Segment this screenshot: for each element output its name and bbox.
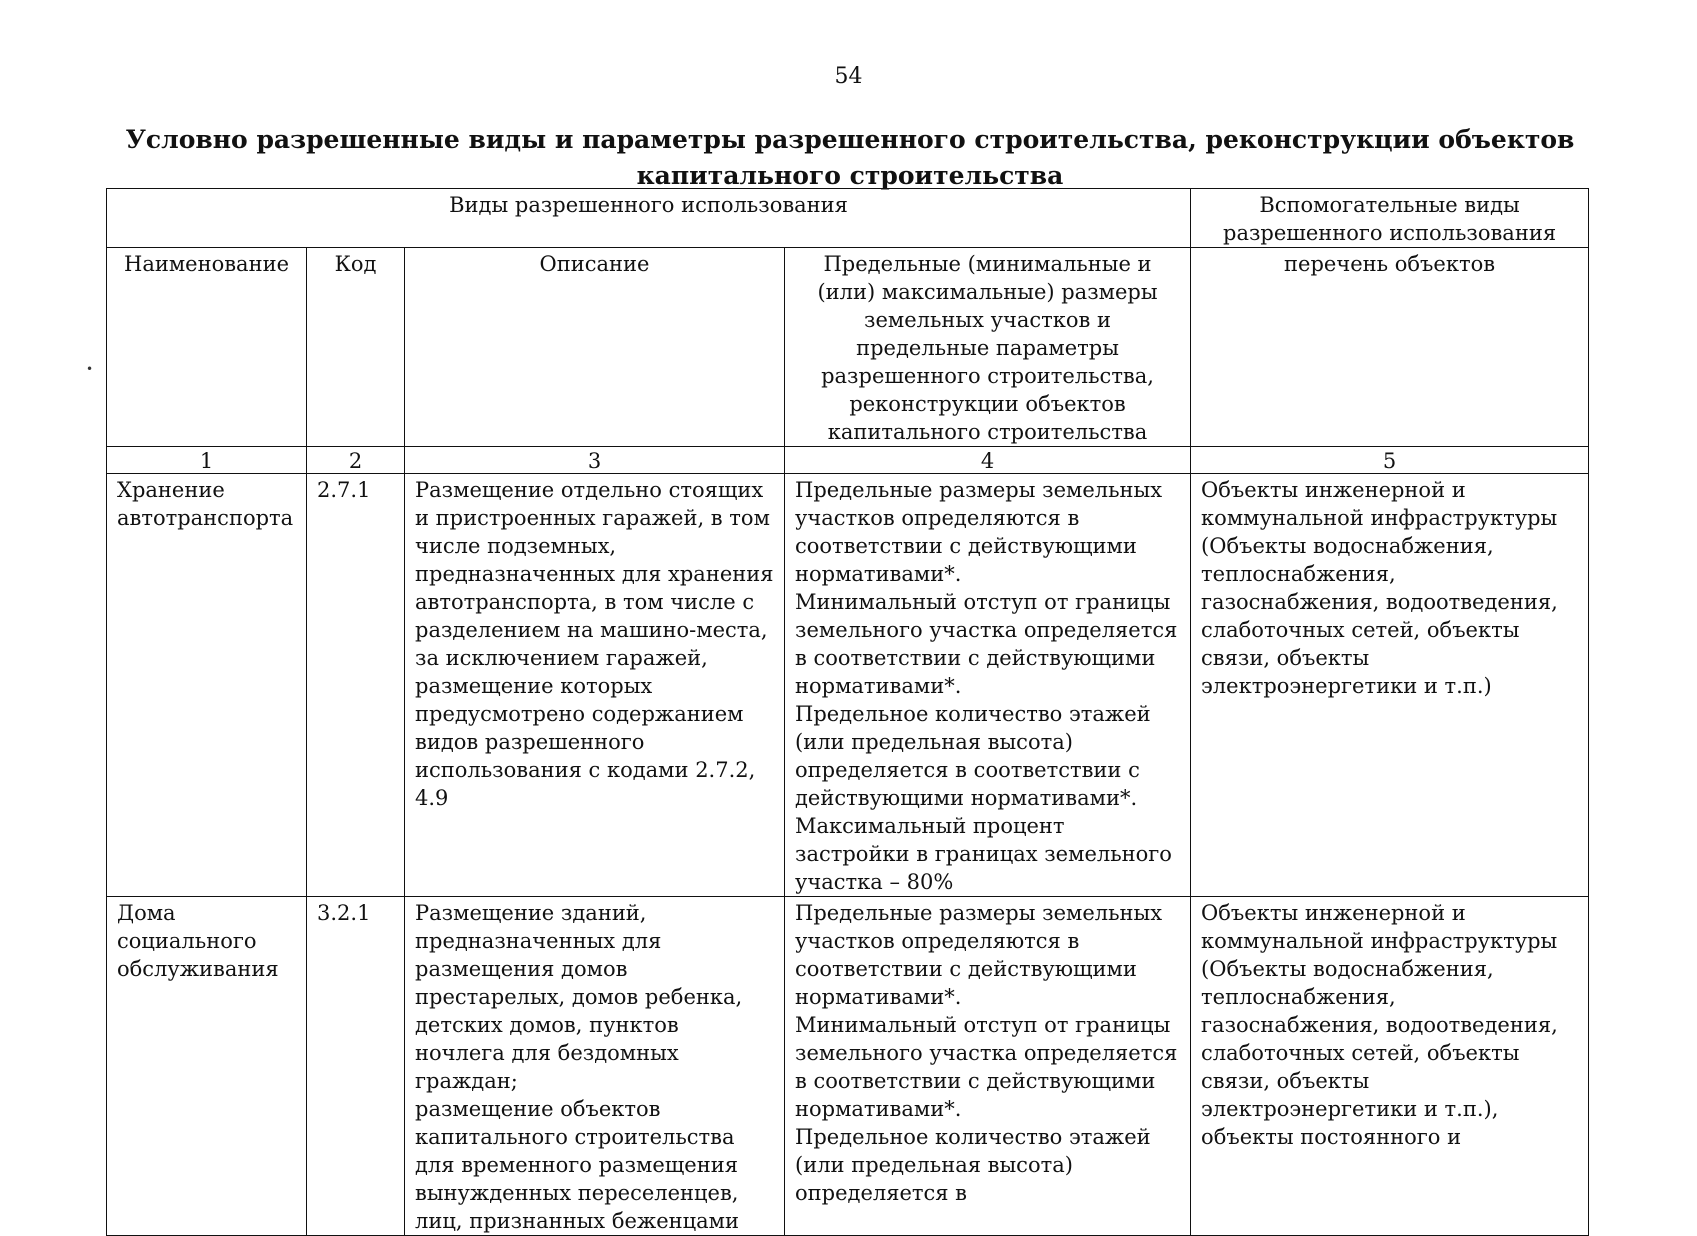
row-objects: Объекты инженерной и коммунальной инфраструктуры (Объекты водоснабжения, теплоснабжения, газоснабжения, водоотведения, слаботочных сетей, объекты связи, объекты электроэнергетики и т.п.) — [1191, 474, 1589, 897]
row-description: Размещение зданий, предназначенных для размещения домов престарелых, домов ребенка, детских домов, пунктов ночлега для бездомных граждан; размещение объектов капитального строительства для временного размещения вынужденных переселенцев, лиц, признанных беженцами — [405, 897, 785, 1236]
row-limits: Предельные размеры земельных участков определяются в соответствии с действующими нормативами*. Минимальный отступ от границы земельного участка определяется в соответствии с действующими нормативами*. Предельное количество этажей (или предельная высота) определяется в — [785, 897, 1191, 1236]
group-header-aux: Вспомогательные виды разрешенного использования — [1191, 189, 1589, 248]
group-header-main: Виды разрешенного использования — [107, 189, 1191, 248]
table-row — [107, 897, 1589, 1236]
col-header-description: Описание — [405, 248, 785, 447]
col-header-code: Код — [307, 248, 405, 447]
row-description: Размещение отдельно стоящих и пристроенных гаражей, в том числе подземных, предназначенных для хранения автотранспорта, в том числе с разделением на машино-места, за исключением гаражей, размещение которых предусмотрено содержанием видов разрешенного использования с кодами 2.7.2, 4.9 — [405, 474, 785, 897]
page-number: 54 — [834, 64, 863, 89]
scan-dot-mark: • — [86, 362, 94, 376]
col-header-objects: перечень объектов — [1191, 248, 1589, 447]
row-code: 3.2.1 — [307, 897, 405, 1236]
row-objects: Объекты инженерной и коммунальной инфраструктуры (Объекты водоснабжения, теплоснабжения, газоснабжения, водоотведения, слаботочных сетей, объекты связи, объекты электроэнергетики и т.п.), объекты постоянного и — [1191, 897, 1589, 1236]
col-header-name: Наименование — [107, 248, 307, 447]
table-group-header-row — [107, 189, 1589, 248]
table-column-header-row — [107, 248, 1589, 447]
row-limits: Предельные размеры земельных участков определяются в соответствии с действующими нормативами*. Минимальный отступ от границы земельного участка определяется в соответствии с действующими нормативами*. Предельное количество этажей (или предельная высота) определяется в соответствии с действующими нормативами*. Максимальный процент застройки в границах земельного участка – 80% — [785, 474, 1191, 897]
column-number: 1 — [107, 447, 307, 474]
column-number: 3 — [405, 447, 785, 474]
column-number: 4 — [785, 447, 1191, 474]
row-name: Хранение автотранспорта — [107, 474, 307, 897]
column-number-row — [107, 447, 1589, 474]
column-number: 5 — [1191, 447, 1589, 474]
row-code: 2.7.1 — [307, 474, 405, 897]
page-title: Условно разрешенные виды и параметры разрешенного строительства, реконструкции объектов капитального строительства — [125, 125, 1575, 190]
col-header-limits: Предельные (минимальные и (или) максимальные) размеры земельных участков и предельные параметры разрешенного строительства, реконструкции объектов капитального строительства — [785, 248, 1191, 447]
table-row — [107, 474, 1589, 897]
row-name: Дома социального обслуживания — [107, 897, 307, 1236]
regulations-table — [106, 188, 1589, 1236]
column-number: 2 — [307, 447, 405, 474]
